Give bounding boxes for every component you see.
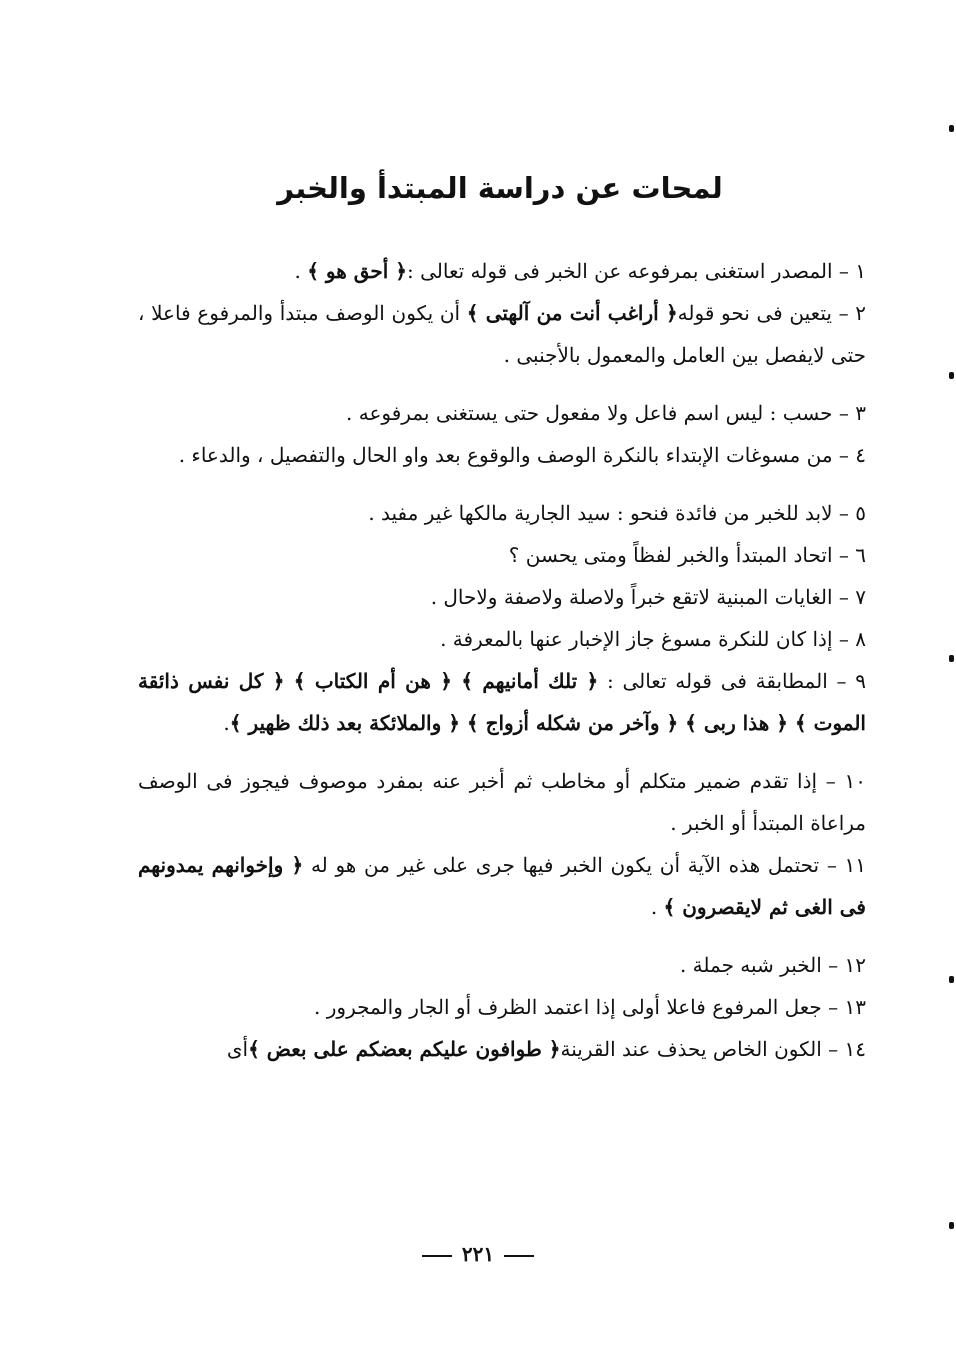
list-item — [138, 660, 866, 744]
item-text: اتحاد المبتدأ والخبر لفظاً ومتى يحسن ؟ — [508, 543, 839, 567]
item-number: ٦ – — [838, 543, 866, 567]
margin-mark — [949, 1222, 954, 1229]
item-text: المصدر استغنى بمرفوعه عن الخبر فى قوله تعالى : — [407, 259, 839, 283]
quran-quote: ﴿ طوافون عليكم بعضكم على بعض ﴾ — [248, 1037, 561, 1061]
list-item — [138, 944, 866, 986]
item-text: من مسوغات الإبتداء بالنكرة الوصف والوقوع بعد واو الحال والتفصيل ، والدعاء . — [178, 443, 839, 467]
item-number: ١ – — [838, 259, 866, 283]
list-item — [138, 434, 866, 476]
list-item — [138, 986, 866, 1028]
footer-dash-right — [422, 1255, 452, 1257]
item-text: الغايات المبنية لاتقع خبراً ولاصلة ولاصفة ولاحال . — [430, 585, 839, 609]
list-item — [138, 250, 866, 292]
quran-quote: ﴿ وإخوانهم يمدونهم فى الغى ثم لايقصرون ﴾ — [138, 853, 866, 919]
page-footer — [0, 1238, 956, 1270]
item-number: ١١ – — [826, 853, 867, 877]
item-number: ١٣ – — [828, 995, 866, 1019]
item-number: ٥ – — [838, 501, 866, 525]
item-number: ٩ – — [836, 669, 866, 693]
margin-mark — [949, 655, 954, 662]
footer-dash-left — [504, 1255, 534, 1257]
margin-mark — [949, 976, 954, 983]
page-title: لمحات عن دراسة المبتدأ والخبر — [277, 171, 723, 205]
page-number: ٢٢١ — [461, 1242, 495, 1266]
list-item — [138, 760, 866, 844]
list-item — [138, 576, 866, 618]
item-text: . — [650, 895, 664, 919]
item-text: جعل المرفوع فاعلا أولى إذا اعتمد الظرف أو الجار والمجرور . — [314, 995, 829, 1019]
list-item — [138, 1028, 866, 1070]
item-text: . — [294, 259, 308, 283]
item-text: حسب : ليس اسم فاعل ولا مفعول حتى يستغنى بمرفوعه . — [346, 401, 839, 425]
item-number: ١٠ – — [825, 769, 867, 793]
item-number: ٣ – — [838, 401, 866, 425]
item-number: ١٢ – — [828, 953, 866, 977]
paragraph-gap — [138, 928, 866, 944]
item-number: ٢ – — [838, 301, 867, 325]
item-number: ٧ – — [838, 585, 866, 609]
list-item — [138, 492, 866, 534]
item-number: ٨ – — [838, 627, 866, 651]
item-number: ٤ – — [838, 443, 866, 467]
list-item — [138, 618, 866, 660]
paragraph-gap — [138, 744, 866, 760]
item-text: . — [223, 711, 230, 735]
points-list — [138, 250, 866, 1070]
item-text: لابد للخبر من فائدة فنحو : سيد الجارية مالكها غير مفيد . — [368, 501, 839, 525]
margin-mark — [949, 372, 954, 379]
item-text: المطابقة فى قوله تعالى : — [598, 669, 837, 693]
item-text: الكون الخاص يحذف عند القرينة — [560, 1037, 829, 1061]
list-item — [138, 534, 866, 576]
list-item — [138, 292, 866, 376]
list-item — [138, 844, 866, 928]
item-text: يتعين فى نحو قوله — [677, 301, 839, 325]
list-item — [138, 392, 866, 434]
item-text: الخبر شبه جملة . — [679, 953, 829, 977]
item-text: إذا تقدم ضمير متكلم أو مخاطب ثم أخبر عنه بمفرد موصوف فيجوز فى الوصف مراعاة المبتدأ أو الخبر . — [138, 769, 866, 835]
quran-quote: ﴿ أحق هو ﴾ — [307, 259, 407, 283]
paragraph-gap — [138, 476, 866, 492]
margin-mark — [949, 125, 954, 132]
item-text: أن يكون الوصف مبتدأ والمرفوع فاعلا ، حتى لايفصل بين العامل والمعمول بالأجنبى . — [138, 301, 866, 367]
item-text: تحتمل هذه الآية أن يكون الخبر فيها جرى على غير من هو له — [303, 853, 827, 877]
item-text: أى — [226, 1037, 249, 1061]
paragraph-gap — [138, 376, 866, 392]
item-number: ١٤ – — [828, 1037, 866, 1061]
quran-quote: ﴿ أراغب أنت من آلهتى ﴾ — [466, 301, 678, 325]
item-text: إذا كان للنكرة مسوغ جاز الإخبار عنها بالمعرفة . — [440, 627, 839, 651]
quran-quote: ﴿ تلك أمانيهم ﴾ ﴿ هن أم الكتاب ﴾ ﴿ كل نفس ذائقة الموت ﴾ ﴿ هذا ربى ﴾ ﴿ وآخر من شكله أزواج ﴾ ﴿ والملائكة بعد ذلك ظهير ﴾ — [138, 669, 866, 735]
